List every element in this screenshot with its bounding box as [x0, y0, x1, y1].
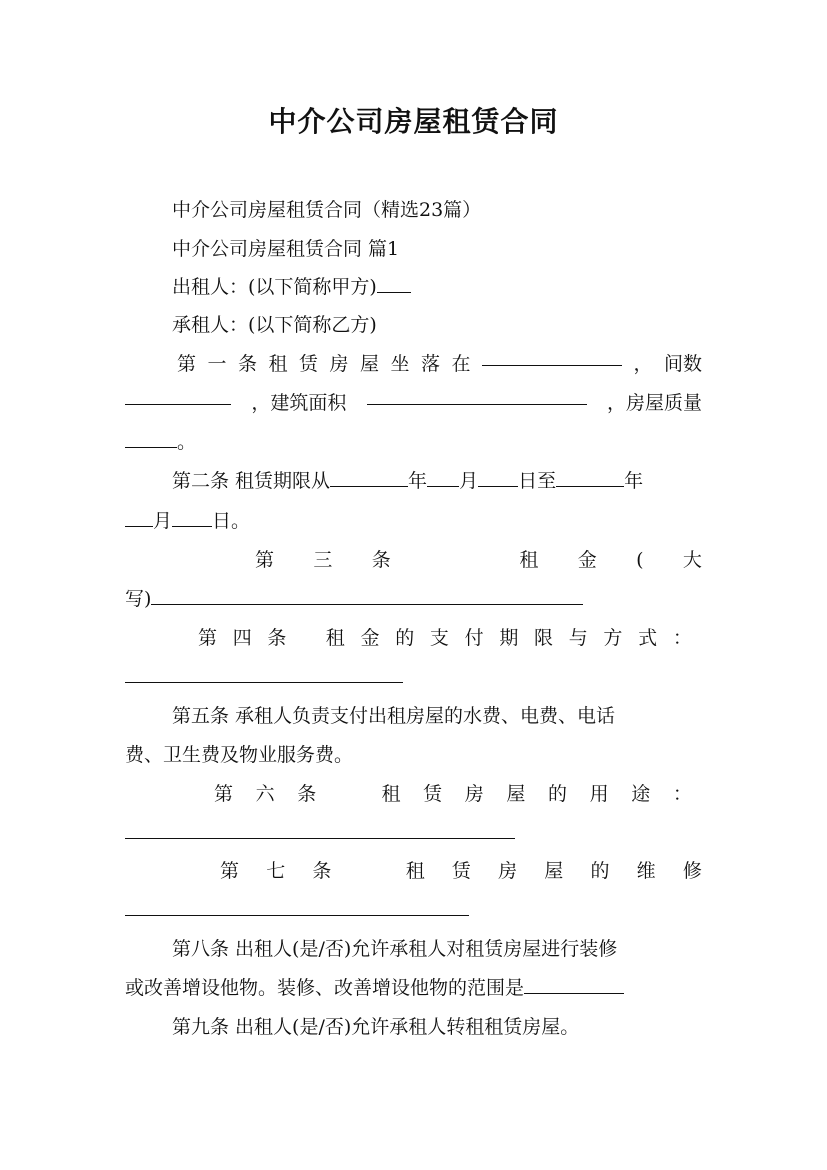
a2-text: 日至: [518, 470, 557, 492]
article-5-line-1: 第五条 承租人负责支付出租房屋的水费、电费、电话: [172, 705, 616, 727]
a7-char: 条: [312, 860, 332, 882]
a7-char: 房: [498, 860, 518, 882]
a2-text: 第二条 租赁期限从: [172, 470, 331, 492]
a2-text: 日。: [212, 510, 251, 532]
location-blank: [482, 345, 622, 366]
a4-spacer: [302, 619, 310, 657]
a1-char: 屋: [360, 353, 380, 375]
a4-char: 与: [568, 627, 588, 649]
article-3-line-1: [255, 541, 702, 579]
a1-char: 一: [207, 353, 227, 375]
a7-char: 修: [682, 860, 702, 882]
renovation-scope-blank: [524, 973, 624, 994]
a3-char: 三: [313, 549, 333, 571]
a7-char: 维: [636, 860, 656, 882]
a1-area-label: ，建筑面积: [251, 392, 347, 414]
a4-char: 四: [232, 627, 252, 649]
article-1-line-1: [177, 345, 702, 383]
a1-char: 条: [238, 353, 258, 375]
a6-char: ：: [672, 783, 692, 805]
a1-char: 租: [268, 353, 288, 375]
a3-text: 写): [125, 588, 152, 610]
a7-char: 七: [266, 860, 286, 882]
lessor-line: [125, 268, 749, 306]
article-6-line-2: [125, 814, 702, 852]
lessor-blank: [377, 272, 411, 293]
article-7-line-1: [220, 852, 702, 890]
a6-char: 屋: [506, 783, 526, 805]
article-4-line-1: [198, 619, 692, 657]
a3-char: (: [636, 549, 644, 571]
start-month-blank: [427, 466, 459, 487]
a1-comma: ，: [633, 353, 653, 375]
a3-char: 金: [577, 549, 597, 571]
lessor-label: 出租人：(以下简称甲方): [172, 276, 377, 298]
a4-char: 支: [429, 627, 449, 649]
a2-text: 月: [153, 510, 173, 532]
subtitle-line: 中介公司房屋租赁合同（精选23篇）: [172, 199, 482, 221]
a6-char: 房: [464, 783, 484, 805]
a6-char: 的: [547, 783, 567, 805]
a4-char: 条: [267, 627, 287, 649]
a7-char: 的: [590, 860, 610, 882]
a1-quality-label: ，房屋质量: [606, 392, 702, 414]
a1-char: 落: [421, 353, 441, 375]
article-8-line-2: [125, 969, 702, 1007]
section-heading: 中介公司房屋租赁合同 篇1: [172, 238, 400, 260]
a3-spacer: [430, 541, 480, 579]
a1-char: 赁: [299, 353, 319, 375]
payment-blank: [125, 662, 403, 683]
repair-blank: [125, 895, 469, 916]
article-5-line-2: 费、卫生费及物业服务费。: [125, 744, 354, 766]
area-blank: [367, 384, 587, 405]
start-day-blank: [478, 466, 518, 487]
a1-char: 坐: [390, 353, 410, 375]
article-2-line-1: [125, 462, 749, 500]
a4-char: 的: [395, 627, 415, 649]
a4-char: 式: [638, 627, 658, 649]
a3-char: 大: [682, 549, 702, 571]
end-month-blank: [125, 506, 153, 527]
rent-blank: [151, 584, 583, 605]
a2-text: 年: [624, 470, 644, 492]
article-7-line-2: [125, 891, 702, 929]
article-4-line-2: [125, 658, 702, 696]
start-year-blank: [330, 466, 408, 487]
a4-char: 期: [499, 627, 519, 649]
article-8-line-1: 第八条 出租人(是/否)允许承租人对租赁房屋进行装修: [172, 938, 618, 960]
article-1-line-3: [125, 423, 702, 461]
a6-char: 六: [255, 783, 275, 805]
a6-spacer: [339, 775, 359, 813]
a7-char: 赁: [451, 860, 471, 882]
usage-blank: [125, 818, 515, 839]
a6-char: 租: [381, 783, 401, 805]
a6-char: 赁: [423, 783, 443, 805]
article-1-line-2: [125, 384, 702, 422]
a4-char: 租: [325, 627, 345, 649]
a1-period: 。: [177, 431, 197, 453]
a7-char: 屋: [544, 860, 564, 882]
end-day-blank: [172, 506, 212, 527]
article-3-line-2: [125, 580, 702, 618]
a4-char: 第: [198, 627, 218, 649]
end-year-blank: [556, 466, 624, 487]
room-count-blank: [125, 384, 231, 405]
quality-blank: [125, 427, 177, 448]
a1-char: 在: [451, 353, 471, 375]
article-6-line-1: [214, 775, 692, 813]
a2-text: 月: [459, 470, 479, 492]
a6-char: 条: [297, 783, 317, 805]
a4-char: 方: [603, 627, 623, 649]
a7-char: 第: [220, 860, 240, 882]
a6-char: 用: [589, 783, 609, 805]
a4-char: 金: [360, 627, 380, 649]
lessee-line: 承租人：(以下简称乙方): [172, 314, 377, 336]
a4-char: ：: [672, 627, 692, 649]
a3-char: 租: [519, 549, 539, 571]
a4-char: 限: [534, 627, 554, 649]
a7-spacer: [359, 852, 379, 890]
a2-text: 年: [408, 470, 428, 492]
a1-char: 房: [329, 353, 349, 375]
a7-char: 租: [405, 860, 425, 882]
a6-char: 第: [214, 783, 234, 805]
a4-char: 付: [464, 627, 484, 649]
a3-char: 第: [255, 549, 275, 571]
article-9-line-1: 第九条 出租人(是/否)允许承租人转租租赁房屋。: [172, 1016, 580, 1038]
a6-char: 途: [631, 783, 651, 805]
document-title: 中介公司房屋租赁合同: [268, 105, 559, 138]
a1-char: 第: [177, 353, 197, 375]
a1-room-count: 间数: [663, 353, 702, 375]
a8-text: 或改善增设他物。装修、改善增设他物的范围是: [125, 977, 525, 999]
article-2-line-2: [125, 502, 702, 540]
a3-char: 条: [371, 549, 391, 571]
